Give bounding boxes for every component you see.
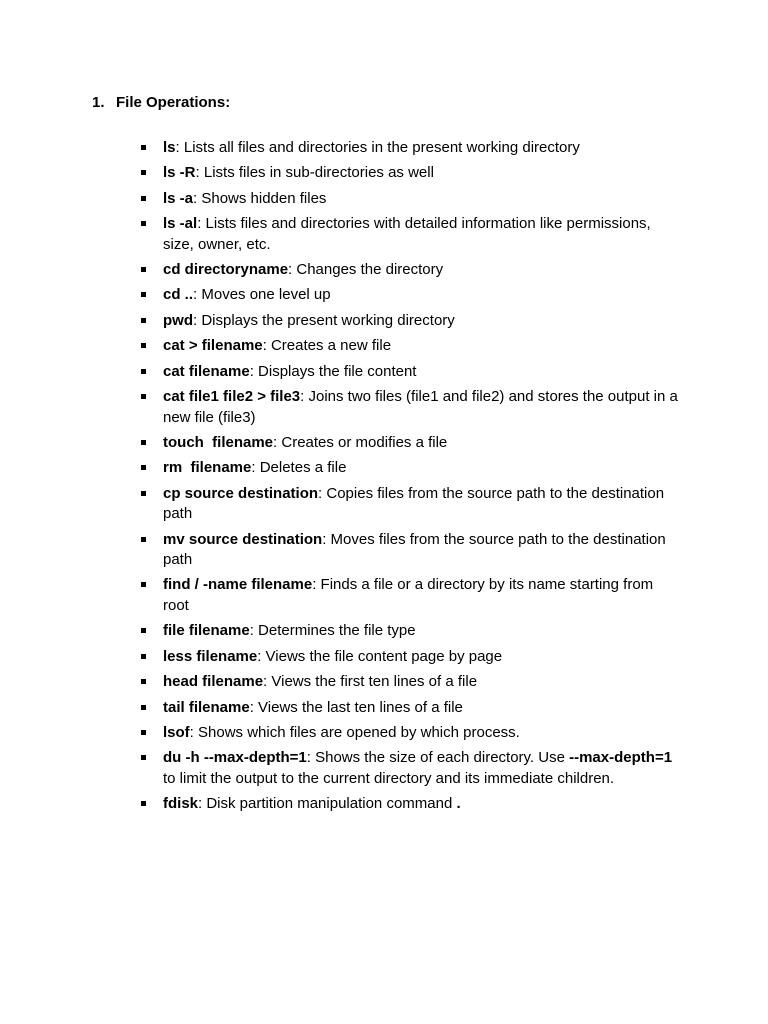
command-name: ls -R [163, 164, 196, 182]
command-name: ls [163, 139, 176, 156]
list-item [163, 698, 683, 719]
section-title: File Operations: [116, 94, 231, 111]
list-item [163, 285, 683, 306]
command-description: : Lists all files and directories in the present working directory [175, 139, 580, 156]
command-name: ls -al [163, 215, 198, 233]
command-name: du -h --max-depth=1 [163, 749, 307, 767]
command-name: file filename [163, 622, 250, 640]
command-description-continued: to limit the output to the current directory and its immediate children. [163, 769, 615, 787]
list-item [163, 647, 683, 668]
command-description: : Determines the file type [249, 622, 416, 640]
command-description: : Shows which files are opened by which process. [189, 723, 520, 741]
list-item [163, 458, 683, 479]
command-list [163, 138, 683, 820]
command-description: : Disk partition manipulation command [198, 795, 457, 813]
command-name: cd directoryname [163, 261, 289, 279]
command-description: : Lists files in sub-directories as well [195, 164, 434, 182]
end-period: . [456, 795, 461, 813]
command-description: : Displays the present working directory [193, 311, 455, 329]
command-description: : Joins two files (file1 and file2) and stores the output in a new file (file3) [163, 388, 678, 426]
command-name: ls -a [163, 189, 194, 207]
command-name: cat filename [163, 362, 250, 380]
command-name: fdisk [163, 795, 199, 813]
command-name: cat file1 file2 > file3 [163, 388, 301, 406]
list-item-fdisk [163, 794, 683, 815]
command-name: cat > filename [163, 337, 263, 355]
list-item [163, 260, 683, 281]
list-item [163, 336, 683, 357]
list-item [163, 433, 683, 454]
list-item [163, 484, 683, 525]
command-name: rm filename [163, 459, 252, 477]
list-item [163, 138, 683, 159]
section-number: 1. [92, 94, 105, 111]
list-item [163, 362, 683, 383]
command-description: : Deletes a file [251, 459, 347, 477]
command-description: : Lists files and directories with detailed information like permissions, size, owner, etc. [163, 215, 651, 253]
command-description: : Creates or modifies a file [273, 433, 448, 451]
command-description: : Copies files from the source path to the destination path [163, 484, 665, 523]
command-name: cp source destination [163, 484, 319, 502]
command-description: : Moves one level up [193, 286, 331, 304]
command-name: tail filename [163, 698, 250, 716]
list-item [163, 575, 683, 616]
inline-command-option: --max-depth=1 [569, 749, 673, 767]
command-description: : Finds a file or a directory by its name starting from root [163, 576, 654, 614]
list-item [163, 723, 683, 744]
list-item [163, 672, 683, 693]
command-description: : Views the file content page by page [257, 647, 503, 665]
command-name: pwd [163, 311, 193, 329]
command-description: : Views the last ten lines of a file [249, 698, 463, 716]
list-item [163, 189, 683, 210]
list-item [163, 214, 683, 255]
command-name: less filename [163, 647, 258, 665]
command-description: : Shows the size of each directory. Use [306, 749, 570, 767]
command-name: find / -name filename [163, 576, 313, 594]
section-heading [92, 92, 230, 114]
list-item [163, 530, 683, 571]
command-name: mv source destination [163, 530, 323, 548]
command-description: : Shows hidden files [193, 189, 327, 207]
list-item [163, 621, 683, 642]
list-item [163, 311, 683, 332]
command-name: cd .. [163, 286, 194, 304]
command-name: touch filename [163, 433, 274, 451]
command-description: : Changes the directory [288, 261, 444, 279]
command-description: : Moves files from the source path to the destination path [163, 530, 666, 569]
list-item [163, 387, 683, 428]
command-name: head filename [163, 673, 264, 691]
command-name: lsof [163, 723, 190, 741]
command-description: : Displays the file content [249, 362, 417, 380]
list-item [163, 163, 683, 184]
list-item-du [163, 748, 683, 789]
command-description: : Creates a new file [262, 337, 392, 355]
command-description: : Views the first ten lines of a file [263, 673, 478, 691]
